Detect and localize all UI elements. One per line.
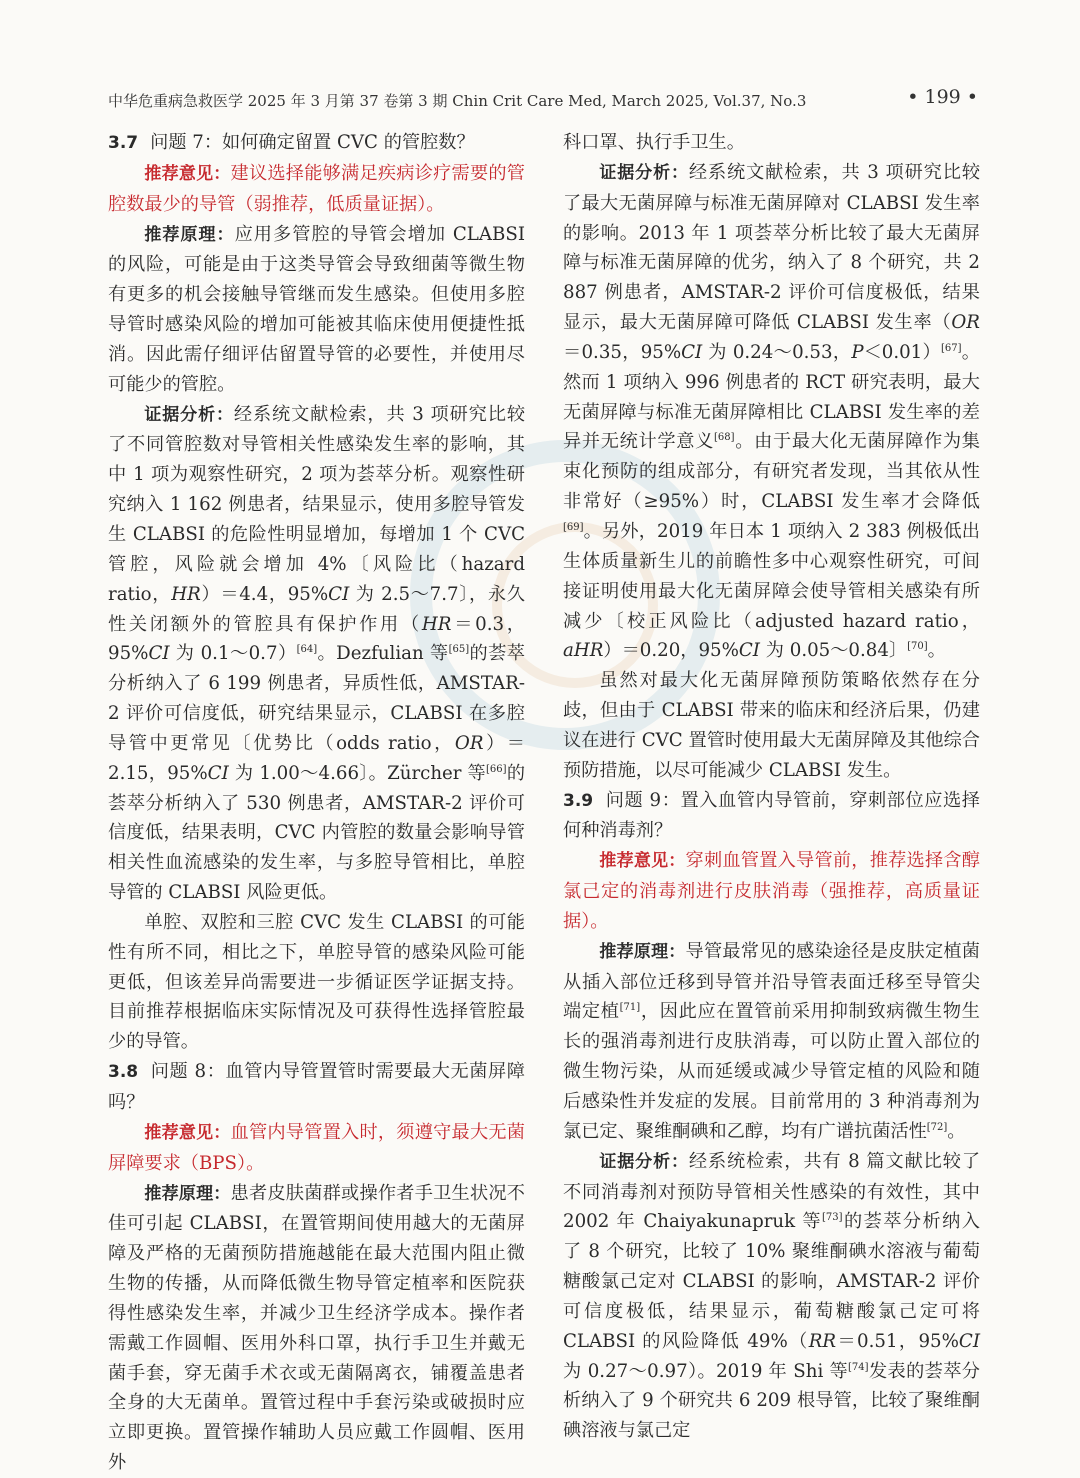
citation-73[interactable]: [73]	[822, 1212, 843, 1224]
paragraph-3-8-conclusion: 虽然对最大化无菌屏障预防策略依然存在分歧，但由于 CLABSI 带来的临床和经济后果，仍建议在进行 CVC 置管时使用最大无菌屏障及其他综合预防措施，以尽可能减少 CLABSI 发生。	[563, 670, 980, 781]
paragraph-3-7-conclusion: 单腔、双腔和三腔 CVC 发生 CLABSI 的可能性有所不同，相比之下，单腔导管的感染风险可能更低，但该差异尚需要进一步循证医学证据支持。目前推荐根据临床实际情况及可获得性选择管腔最少的导管。	[108, 911, 525, 1053]
citation-66[interactable]: [66]	[486, 763, 507, 775]
citation-64[interactable]: [64]	[296, 644, 318, 656]
citation-74[interactable]: [74]	[848, 1361, 869, 1373]
journal-citation: 中华危重病急救医学 2025 年 3 月第 37 卷第 3 期 Chin Crit Care Med, March 2025, Vol.37, No.3	[108, 92, 807, 110]
section-3-8-heading: 3.8 问题 8：血管内导管置管时需要最大无菌屏障吗？	[108, 1061, 525, 1113]
citation-65[interactable]: [65]	[448, 644, 470, 656]
evidence-3-8: 证据分析：经系统文献检索，共 3 项研究比较了最大无菌屏障与标准无菌屏障对 CLABSI 发生率的影响。2013 年 1 项荟萃分析比较了最大无菌屏障与标准无菌屏障的优劣，纳入了 8 个研究，共 2 887 例患者，AMSTAR-2 评价可信度极低，结果显示，最大无菌屏障可降低 CLABSI 发生率（OR＝0.35，95%CI 为 0.24～0.53，P＜0.01）[67]。然而 1 项纳入 996 例患者的 RCT 研究表明，最大无菌屏障与标准无菌屏障相比 CLABSI 发生率的差异并无统计学意义[68]。由于最大化无菌屏障作为集束化预防的组成部分，有研究者发现，当其依从性非常好（≥95%）时，CLABSI 发生率才会降低[69]。另外，2019 年日本 1 项纳入 2 383 例极低出生体质量新生儿的前瞻性多中心观察性研究，可间接证明使用最大化无菌屏障会使导管相关感染有所减少〔校正风险比（adjusted hazard ratio，aHR）＝0.20，95%CI 为 0.05～0.84〕[70]。	[563, 161, 981, 662]
section-3-7-heading: 3.7 问题 7：如何确定留置 CVC 的管腔数？	[108, 132, 475, 153]
left-column	[108, 128, 525, 1478]
citation-72[interactable]: [72]	[926, 1121, 948, 1133]
rationale-3-8: 推荐原理：患者皮肤菌群或操作者手卫生状况不佳可引起 CLABSI，在置管期间使用越大的无菌屏障及严格的无菌预防措施越能在最大范围内阻止微生物的传播，从而降低微生物导管定植率和医院获得性感染发生率，并减少卫生经济学成本。操作者需戴工作圆帽、医用外科口罩，执行手卫生并戴无菌手套，穿无菌手术衣或无菌隔离衣，铺覆盖患者全身的大无菌单。置管过程中手套污染或破损时应立即更换。置管操作辅助人员应戴工作圆帽、医用外	[108, 1182, 525, 1474]
citation-69[interactable]: [69]	[563, 521, 584, 533]
citation-68[interactable]: [68]	[714, 432, 735, 444]
rationale-3-8-continued: 科口罩、执行手卫生。	[563, 132, 745, 153]
running-header	[108, 86, 978, 112]
citation-71[interactable]: [71]	[619, 1002, 641, 1014]
section-3-9-heading: 3.9 问题 9：置入血管内导管前，穿刺部位应选择何种消毒剂？	[563, 789, 980, 842]
evidence-3-7: 证据分析：经系统文献检索，共 3 项研究比较了不同管腔数对导管相关性感染发生率的影响，其中 1 项为观察性研究，2 项为荟萃分析。观察性研究纳入 1 162 例患者，结果显示，使用多腔导管发生 CLABSI 的危险性明显增加，每增加 1 个 CVC 管腔，风险就会增加 4%〔风险比（hazard ratio，HR）＝4.4，95%CI 为 2.5～7.7〕，永久性关闭额外的管腔具有保护作用（HR＝0.3，95%CI 为 0.1～0.7）[64]。Dezfulian 等[65]的荟萃分析纳入了 6 199 例患者，异质性低，AMSTAR-2 评价可信度低，研究结果显示，CLABSI 在多腔导管中更常见〔优势比（odds ratio，OR）＝2.15，95%CI 为 1.00～4.66〕。Zürcher 等[66]的荟萃分析纳入了 530 例患者，AMSTAR-2 评价可信度低，结果表明，CVC 内管腔的数量会影响导管相关性血流感染的发生率，与多腔导管相比，单腔导管的 CLABSI 风险更低。	[108, 403, 526, 904]
citation-70[interactable]: [70]	[907, 641, 928, 653]
evidence-3-9: 证据分析：经系统检索，共有 8 篇文献比较了不同消毒剂对预防导管相关性感染的有效性，其中 2002 年 Chaiyakunapruk 等[73]的荟萃分析纳入了 8 个研究，比较了 10% 聚维酮碘水溶液与葡萄糖酸氯己定对 CLABSI 的影响，AMSTAR-2 评价可信度极低，结果显示，葡萄糖酸氯己定可将 CLABSI 的风险降低 49%（RR＝0.51，95%CI 为 0.27～0.97）。2019 年 Shi 等[74]发表的荟萃分析纳入了 9 个研究共 6 209 根导管，比较了聚维酮碘溶液与氯己定	[563, 1150, 981, 1442]
recommendation-3-7: 推荐意见：建议选择能够满足疾病诊疗需要的管腔数最少的导管（弱推荐，低质量证据）。	[108, 162, 525, 215]
recommendation-3-9: 推荐意见：穿刺血管置入导管前，推荐选择含醇氯己定的消毒剂进行皮肤消毒（强推荐，高质量证据）。	[563, 850, 980, 932]
rationale-3-7: 推荐原理：应用多管腔的导管会增加 CLABSI 的风险，可能是由于这类导管会导致细菌等微生物有更多的机会接触导管继而发生感染。但使用多腔导管时感染风险的增加可能被其临床使用便捷性抵消。因此需仔细评估留置导管的必要性，并使用尽可能少的管腔。	[108, 223, 526, 395]
right-column	[563, 128, 980, 1446]
citation-67[interactable]: [67]	[941, 342, 962, 354]
rationale-3-9: 推荐原理：导管最常见的感染途径是皮肤定植菌从插入部位迁移到导管并沿导管表面迁移至导管尖端定植[71]，因此应在置管前采用抑制致病微生物生长的强消毒剂进行皮肤消毒，可以防止置入部位的微生物污染，从而延缓或减少导管定植的风险和随后感染性并发症的发展。目前常用的 3 种消毒剂为氯已定、聚维酮碘和乙醇，均有广谱抗菌活性[72]。	[563, 940, 980, 1142]
recommendation-3-8: 推荐意见：血管内导管置入时，须遵守最大无菌屏障要求（BPS）。	[108, 1121, 525, 1174]
page-number: • 199 •	[907, 86, 978, 108]
